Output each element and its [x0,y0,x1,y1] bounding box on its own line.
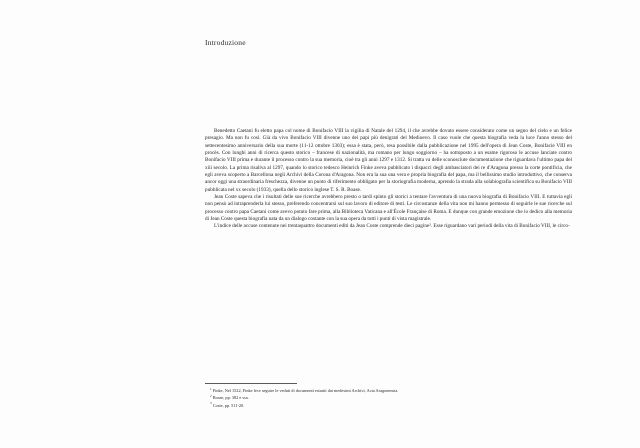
paragraph-2: Jean Coste sapeva che i risultati delle sue ricerche avrebbero presto o tardi spinto gli storici a tentare l'avventura di una nuova biografia di Bonifacio VIII. E tuttavia egli non pensò ad intraprenderla lui stesso, preferendo concentrarsi sul suo lavoro di editore di testi. Le circostanze della vita non mi hanno permesso di seguirle le sue ricerche sul processo contro papa Caetani come avevo potuto fare prima, alla Biblioteca Vaticana e all'École Française di Roma. E dunque con grande emozione che io dedico alla memoria di Jean Coste questa biografia nata da un dialogo costante con la sua opera da tutti i punti di vista magistrale. [205,194,572,223]
footnote-marker: 2 [210,393,212,398]
footnote-item [205,388,572,394]
footnote-separator-rule [205,383,297,384]
footnote-text: Coste, pp. 511-20. [212,402,245,408]
paragraph-1: Benedetto Caetani fu eletto papa col nome di Bonifacio VIII la vigilia di Natale del 1294, il che avrebbe dovuto essere considerato come un segno del cielo e un felice presagio. Ma non fu così. Già da vivo Bonifacio VIII divenne uno dei papi più denigrati del Medioevo. Il caso vuole che questa biografia veda la luce l'anno stesso del settecentesimo anniversario della sua morte (11-12 ottobre 1303); essa è stata, però, resa possibile dalla pubblicazione nel 1995 dell'opera di Jean Coste, Bonifacie VIII en procès. Con lunghi anni di ricerca questo storico – francese di nazionalità, ma romano per lungo soggiorno – ha sottoposto a un esame rigoroso le accuse lanciate contro Bonifacio VIII prima e durante il processo contro la sua memoria, cioè tra gli anni 1297 e 1312. Si tratta va delle sconosciute documentazione che riguardava l'ultimo papa del xiii secolo. La prima risaliva al 1297, quando lo storico tedesco Heinrich Finke aveva pubblicato i dispacci degli ambasciatori dei re d'Aragona presso la corte pontificia, che egli aveva scoperto a Barcellona negli Archivi della Corona d'Aragona. Non era la sua una vera e propria biografia del papa, ma il bellissimo studio introduttivo, che conserva ancor oggi una straordinaria freschezza, divenne un punto di riferimento obbligato per la storiografia moderna, aprendo la strada alla solabiografia scientifica su Bonifacio VIII pubblicata nel xx secolo (1933), quella dello storico inglese T. S. R. Boase. [205,128,572,193]
footnote-text: Finke, Nel 1522, Finke fece seguire le veduti di documenti estratti dai medesimi Archivi, Acta Aragonensia. [212,388,399,393]
footnote-text: Boase, pp. 382 e ssa. [212,395,249,401]
running-head: Introduzione [205,38,246,47]
body-text-block [205,128,572,231]
paragraph-3: L'indice delle accuse contenute nei trentaquattro documenti editi da Jean Coste comprende dieci pagine². Esse riguardano vari periodi della vita di Bonifacio VIII, le circo- [214,223,570,230]
footnote-area [205,383,572,410]
footnote-marker: 3 [210,401,212,406]
footnote-marker: 1 [210,386,212,391]
footnote-item [205,395,572,401]
footnote-item [205,403,572,409]
